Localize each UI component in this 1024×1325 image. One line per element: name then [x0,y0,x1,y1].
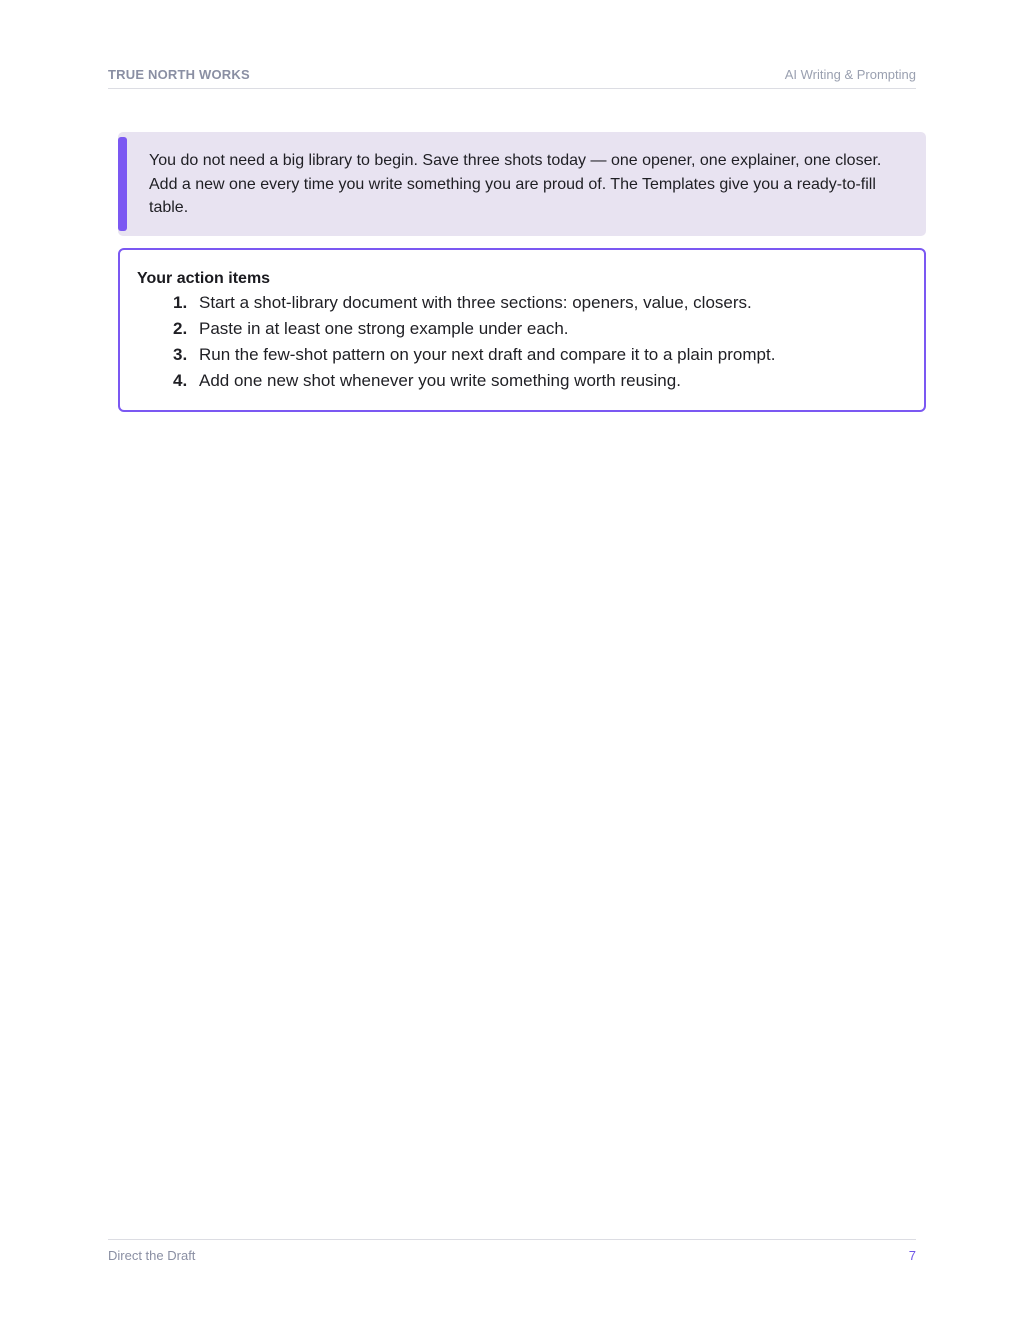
list-item-text: Run the few-shot pattern on your next draft and compare it to a plain prompt. [199,345,776,364]
brand-name: TRUE NORTH WORKS [108,67,250,82]
list-item-text: Start a shot-library document with three sections: openers, value, closers. [199,293,752,312]
list-item-number: 3. [173,345,188,364]
list-item [137,342,897,368]
footer-title: Direct the Draft [108,1248,196,1263]
list-item-text: Add one new shot whenever you write something worth reusing. [199,371,681,390]
page-header [108,64,916,89]
list-item-number: 2. [173,319,188,338]
callout-accent-bar [118,137,127,231]
page-number: 7 [908,1248,916,1263]
list-item-number: 4. [173,371,188,390]
list-item-number: 1. [173,293,188,312]
page-footer [108,1239,916,1264]
list-item-text: Paste in at least one strong example under each. [199,319,569,338]
list-item [137,290,897,316]
action-items-list [137,290,897,394]
action-items-title: Your action items [137,270,271,287]
tip-callout [118,132,926,236]
action-items-box [118,248,926,412]
header-topic: AI Writing & Prompting [784,67,916,82]
callout-text: You do not need a big library to begin. Save three shots today — one opener, one explainer, one closer. Add a new one every time you write something you are proud of. The Templates give you a ready-to-fill table. [149,152,882,216]
list-item [137,368,897,394]
list-item [137,316,897,342]
